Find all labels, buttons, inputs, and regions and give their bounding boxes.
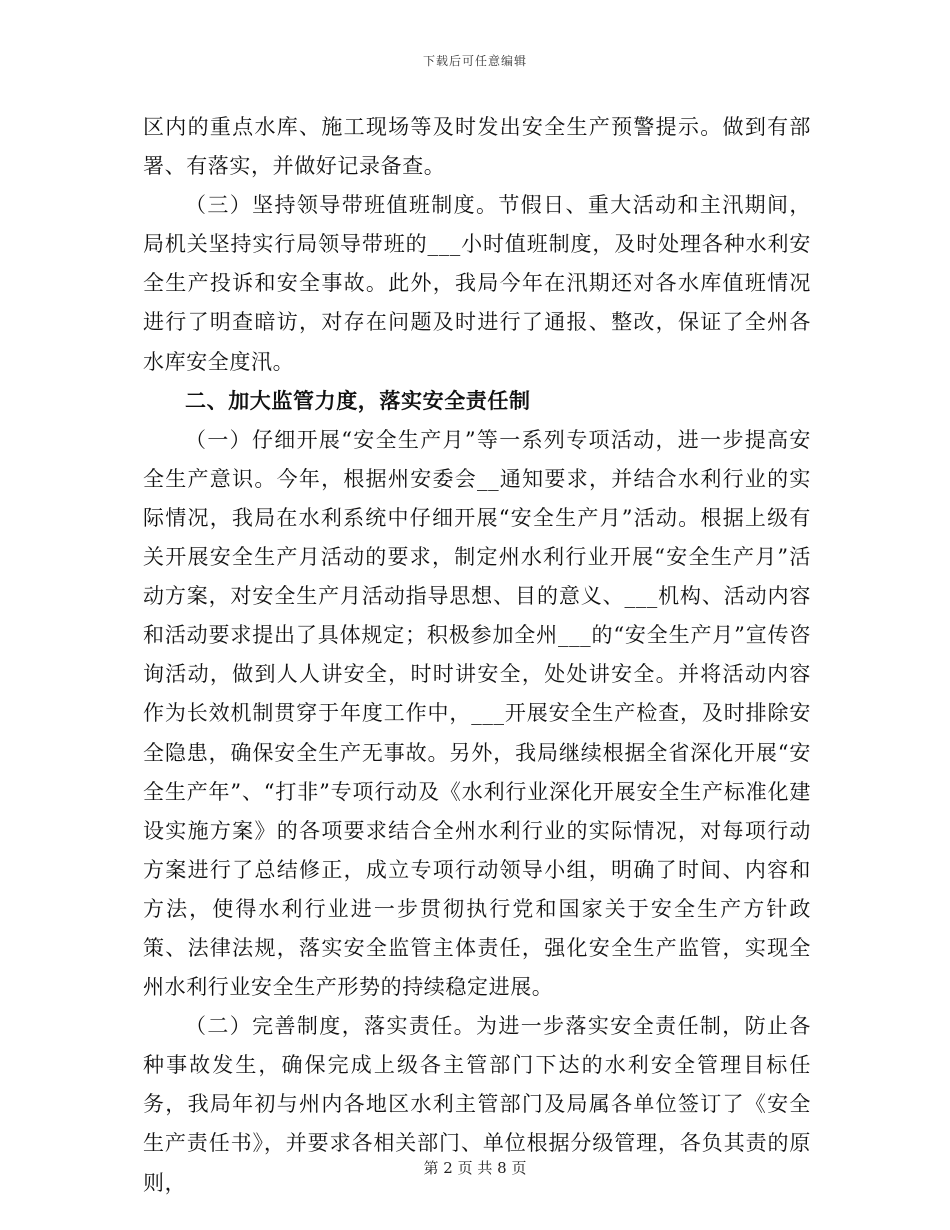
document-body	[143, 108, 811, 1203]
page-footer: 第 2 页 共 8 页	[423, 1159, 527, 1177]
paragraph: 区内的重点水库、施工现场等及时发出安全生产预警提示。做到有部署、有落实，并做好记录备查。	[143, 115, 811, 179]
paragraph: （一）仔细开展“安全生产月”等一系列专项活动，进一步提高安全生产意识。今年，根据州安委会__通知要求，并结合水利行业的实际情况，我局在水利系统中仔细开展“安全生产月”活动。根据上级有关开展安全生产月活动的要求，制定州水利行业开展“安全生产月”活动方案，对安全生产月活动指导思想、目的意义、___机构、活动内容和活动要求提出了具体规定；积极参加全州___的“安全生产月”宣传咨询活动，做到人人讲安全，时时讲安全，处处讲安全。并将活动内容作为长效机制贯穿于年度工作中，___开展安全生产检查，及时排除安全隐患，确保安全生产无事故。另外，我局继续根据全省深化开展“安全生产年”、“打非”专项行动及《水利行业深化开展安全生产标准化建设实施方案》的各项要求结合全州水利行业的实际情况，对每项行动方案进行了总结修正，成立专项行动领导小组，明确了时间、内容和方法，使得水利行业进一步贯彻执行党和国家关于安全生产方针政策、法律法规，落实安全监管主体责任，强化安全生产监管，实现全州水利行业安全生产形势的持续稳定进展。	[143, 427, 811, 1000]
paragraph: （二）完善制度，落实责任。为进一步落实安全责任制，防止各种事故发生，确保完成上级各主管部门下达的水利安全管理目标任务，我局年初与州内各地区水利主管部门及局属各单位签订了《安全生产责任书》，并要求各相关部门、单位根据分级管理，各负其责的原则，	[143, 1014, 811, 1195]
section-heading: 二、加大监管力度，落实安全责任制	[185, 388, 531, 413]
page-header: 下载后可任意编辑	[422, 54, 527, 68]
paragraph: （三）坚持领导带班值班制度。节假日、重大活动和主汛期间，局机关坚持实行局领导带班的___小时值班制度，及时处理各种水利安全生产投诉和安全事故。此外，我局今年在汛期还对各水库值班情况进行了明查暗访，对存在问题及时进行了通报、整改，保证了全州各水库安全度汛。	[143, 193, 811, 374]
